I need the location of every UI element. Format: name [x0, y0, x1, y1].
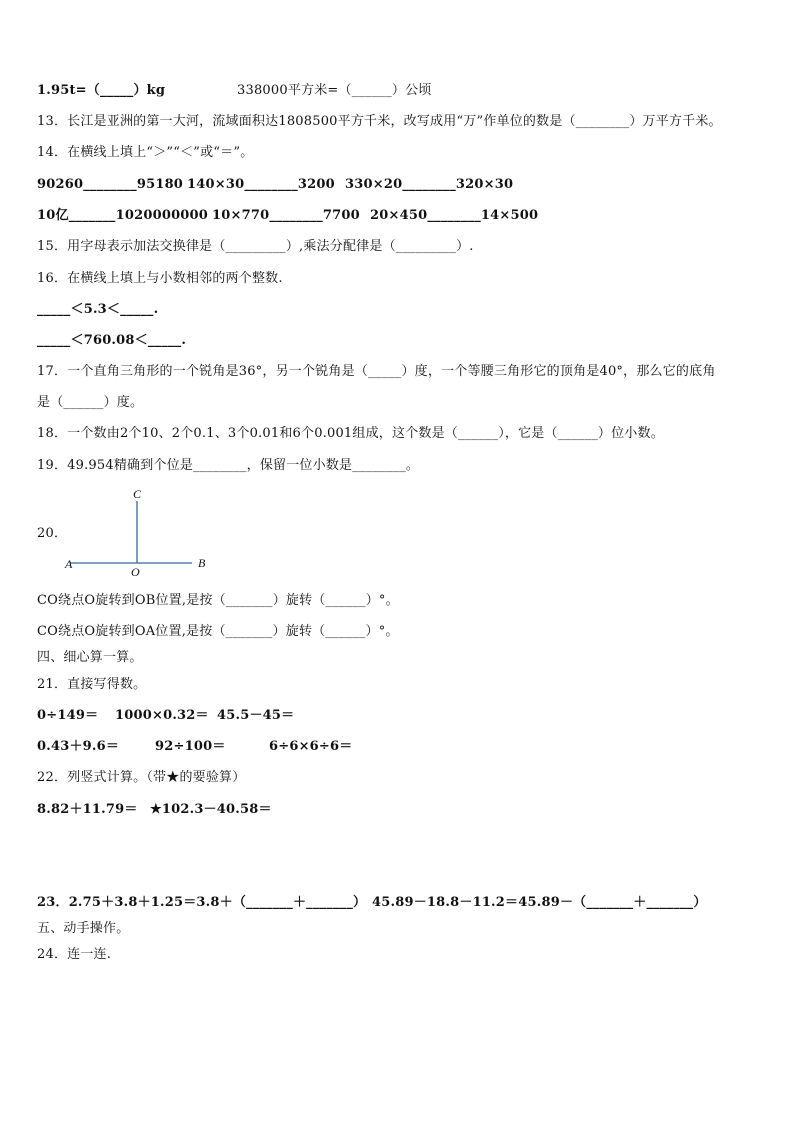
q12-tonnes-to-kg: 1.95t=（_____）kg [37, 83, 166, 98]
q21-item-1: 0÷149＝ [37, 708, 99, 723]
section-5-heading: 五、动手操作。 [37, 921, 130, 936]
q20-part-b: CO绕点O旋转到OA位置,是按（_______）旋转（______）°。 [37, 624, 399, 639]
q14-item-6: 20×450________14×500 [370, 208, 539, 223]
label-o: O [131, 565, 140, 579]
q14-item-1: 90260________95180 [37, 177, 184, 192]
q16-blank-2: _____＜760.08＜_____. [37, 333, 187, 348]
q14-item-4: 10亿_______1020000000 [37, 208, 209, 223]
q21-item-6: 6÷6×6÷6＝ [269, 739, 353, 754]
q23-item-1: 23．2.75＋3.8＋1.25＝3.8＋（_______＋_______） [37, 895, 367, 910]
q22-text: 22．列竖式计算。（带★的要验算） [37, 770, 246, 785]
q14-item-5: 10×770________7700 [212, 208, 360, 223]
q16-text: 16．在横线上填上与小数相邻的两个整数. [37, 271, 283, 286]
q24-text: 24．连一连. [37, 947, 112, 962]
q20-part-a: CO绕点O旋转到OB位置,是按（_______）旋转（______）°。 [37, 593, 399, 608]
q21-item-5: 92÷100＝ [155, 739, 226, 754]
q19-text: 19．49.954精确到个位是________，保留一位小数是________。 [37, 458, 420, 473]
q21-item-3: 45.5－45＝ [217, 708, 295, 723]
q21-item-2: 1000×0.32＝ [115, 708, 209, 723]
q14-text: 14．在横线上填上“＞”“＜”或“＝”。 [37, 145, 254, 160]
label-a: A [65, 557, 73, 571]
q15-text: 15．用字母表示加法交换律是（_________）,乘法分配律是（_________）. [37, 239, 474, 254]
q22-item-1: 8.82＋11.79＝ [37, 802, 138, 817]
q14-item-3: 330×20________320×30 [345, 177, 514, 192]
label-b: B [198, 556, 206, 570]
q20-number: 20． [37, 526, 68, 541]
q23-item-2: 45.89－18.8－11.2＝45.89－（_______＋_______） [372, 895, 707, 910]
q22-item-2: ★102.3－40.58＝ [150, 802, 272, 817]
q21-item-4: 0.43＋9.6＝ [37, 739, 120, 754]
q17-text-2: 是（______）度。 [37, 395, 144, 410]
q12-sqm-to-hectare: 338000平方米=（______）公顷 [237, 83, 432, 98]
q17-text-1: 17．一个直角三角形的一个锐角是36°，另一个锐角是（_____）度，一个等腰三角形它的顶角是40°，那么它的底角 [37, 364, 716, 379]
q22-row [37, 801, 272, 855]
q18-text: 18．一个数由2个10、2个0.1、3个0.01和6个0.001组成，这个数是（______），它是（______）位小数。 [37, 426, 664, 441]
rotation-figure [60, 484, 220, 580]
section-4-heading: 四、细心算一算。 [37, 650, 143, 665]
q21-text: 21．直接写得数。 [37, 677, 147, 692]
label-c: C [133, 487, 142, 501]
q14-item-2: 140×30________3200 [187, 177, 335, 192]
q16-blank-1: _____＜5.3＜_____. [37, 302, 159, 317]
q13-text: 13．长江是亚洲的第一大河，流域面积达1808500平方千米，改写成用“万”作单位的数是（________）万平方千米。 [37, 114, 722, 129]
